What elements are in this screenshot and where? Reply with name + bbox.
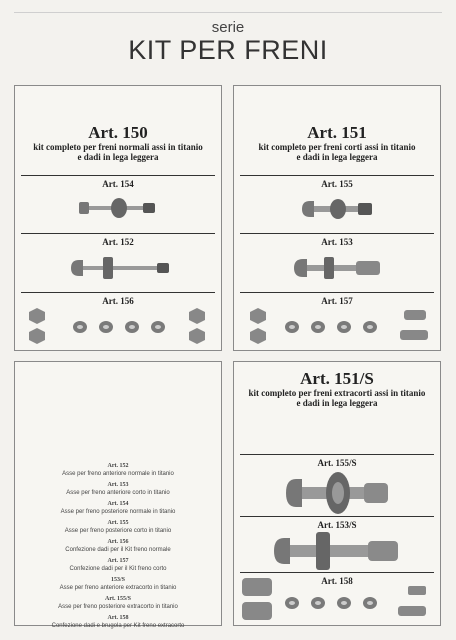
divider — [240, 516, 434, 517]
list-item-desc: Asse per freno posteriore corto in titanio — [64, 528, 172, 534]
long-axle-icon — [69, 254, 171, 282]
list-item-desc: Asse per freno posteriore extracorto in titanio — [58, 604, 178, 610]
nuts-set-icon — [25, 306, 213, 346]
part-label-157: Art. 157 — [321, 296, 353, 306]
list-item-desc: Asse per freno posteriore normale in titanio — [60, 509, 176, 515]
long-axle-icon — [77, 194, 161, 222]
divider — [240, 454, 434, 455]
kit-151-desc-1: kit completo per freni corti assi in titanio — [258, 142, 416, 152]
list-item-title: Art. 154 — [107, 501, 129, 507]
part-label-152: Art. 152 — [102, 237, 134, 247]
part-label-153: Art. 153 — [321, 237, 353, 247]
list-item — [15, 519, 221, 536]
nuts-set-icon — [244, 306, 432, 346]
list-item-title: Art. 155 — [107, 520, 129, 526]
divider — [240, 572, 434, 573]
list-item-title: Art. 153 — [107, 482, 129, 488]
list-item-desc: Asse per freno anteriore normale in titanio — [62, 471, 174, 477]
kit-150-heading — [15, 124, 221, 162]
divider — [240, 292, 434, 293]
list-item-desc: Confezione dadi e brugola per Kit freno extracorto — [51, 623, 185, 629]
list-item — [15, 614, 221, 631]
list-item-desc: Confezione dadi per il Kit freno normale — [65, 547, 171, 553]
parts-list-panel — [14, 361, 222, 629]
short-axle-icon — [292, 254, 384, 282]
list-item-title: Art. 158 — [107, 615, 129, 621]
kit-151s-art: Art. 151/S — [300, 369, 374, 388]
parts-list — [15, 462, 221, 633]
serie-label: serie — [211, 19, 245, 36]
kit-151-panel — [233, 85, 441, 351]
page-title: KIT PER FRENI — [128, 35, 328, 65]
divider — [21, 233, 215, 234]
list-item-title: Art. 156 — [107, 539, 129, 545]
kit-150-desc-2: e dadi in lega leggera — [77, 152, 159, 162]
list-item — [15, 462, 221, 479]
divider — [240, 233, 434, 234]
list-item — [15, 557, 221, 574]
nuts-set-icon — [238, 574, 438, 624]
list-item — [15, 538, 221, 555]
kit-151-heading — [234, 124, 440, 162]
short-axle-icon — [300, 196, 376, 222]
divider — [21, 175, 215, 176]
part-label-153s: Art. 153/S — [317, 520, 357, 530]
kit-150-desc-1: kit completo per freni normali assi in titanio — [33, 142, 203, 152]
kit-151-art: Art. 151 — [307, 123, 367, 142]
kit-150-art: Art. 150 — [88, 123, 148, 142]
page-header — [0, 20, 456, 64]
list-item — [15, 595, 221, 612]
kit-150-panel — [14, 85, 222, 351]
kit-151s-heading — [234, 370, 440, 408]
list-item-title: Art. 157 — [107, 558, 129, 564]
top-rule — [14, 12, 442, 13]
list-item-desc: Asse per freno anteriore corto in titanio — [66, 490, 170, 496]
list-item — [15, 500, 221, 517]
extra-short-axle-icon — [282, 470, 392, 516]
list-item-title: Art. 152 — [107, 463, 129, 469]
kit-151s-desc-1: kit completo per freni extracorti assi in titanio — [248, 388, 426, 398]
list-item-title: Art. 155/S — [105, 596, 131, 602]
part-label-156: Art. 156 — [102, 296, 134, 306]
list-item-desc: Confezione dadi per il Kit freno corto — [69, 566, 167, 572]
divider — [21, 292, 215, 293]
extra-short-axle-icon — [270, 530, 404, 572]
kit-151-desc-2: e dadi in lega leggera — [296, 152, 378, 162]
part-label-155: Art. 155 — [321, 179, 353, 189]
part-label-155s: Art. 155/S — [317, 458, 357, 468]
part-label-158: Art. 158 — [321, 576, 353, 586]
kit-151s-panel — [233, 361, 441, 626]
list-item — [15, 576, 221, 593]
list-item-desc: Asse per freno anteriore extracorto in titanio — [59, 585, 177, 591]
list-item-title: 153/S — [110, 577, 125, 583]
divider — [240, 175, 434, 176]
part-label-154: Art. 154 — [102, 179, 134, 189]
list-item — [15, 481, 221, 498]
kit-151s-desc-2: e dadi in lega leggera — [296, 398, 378, 408]
